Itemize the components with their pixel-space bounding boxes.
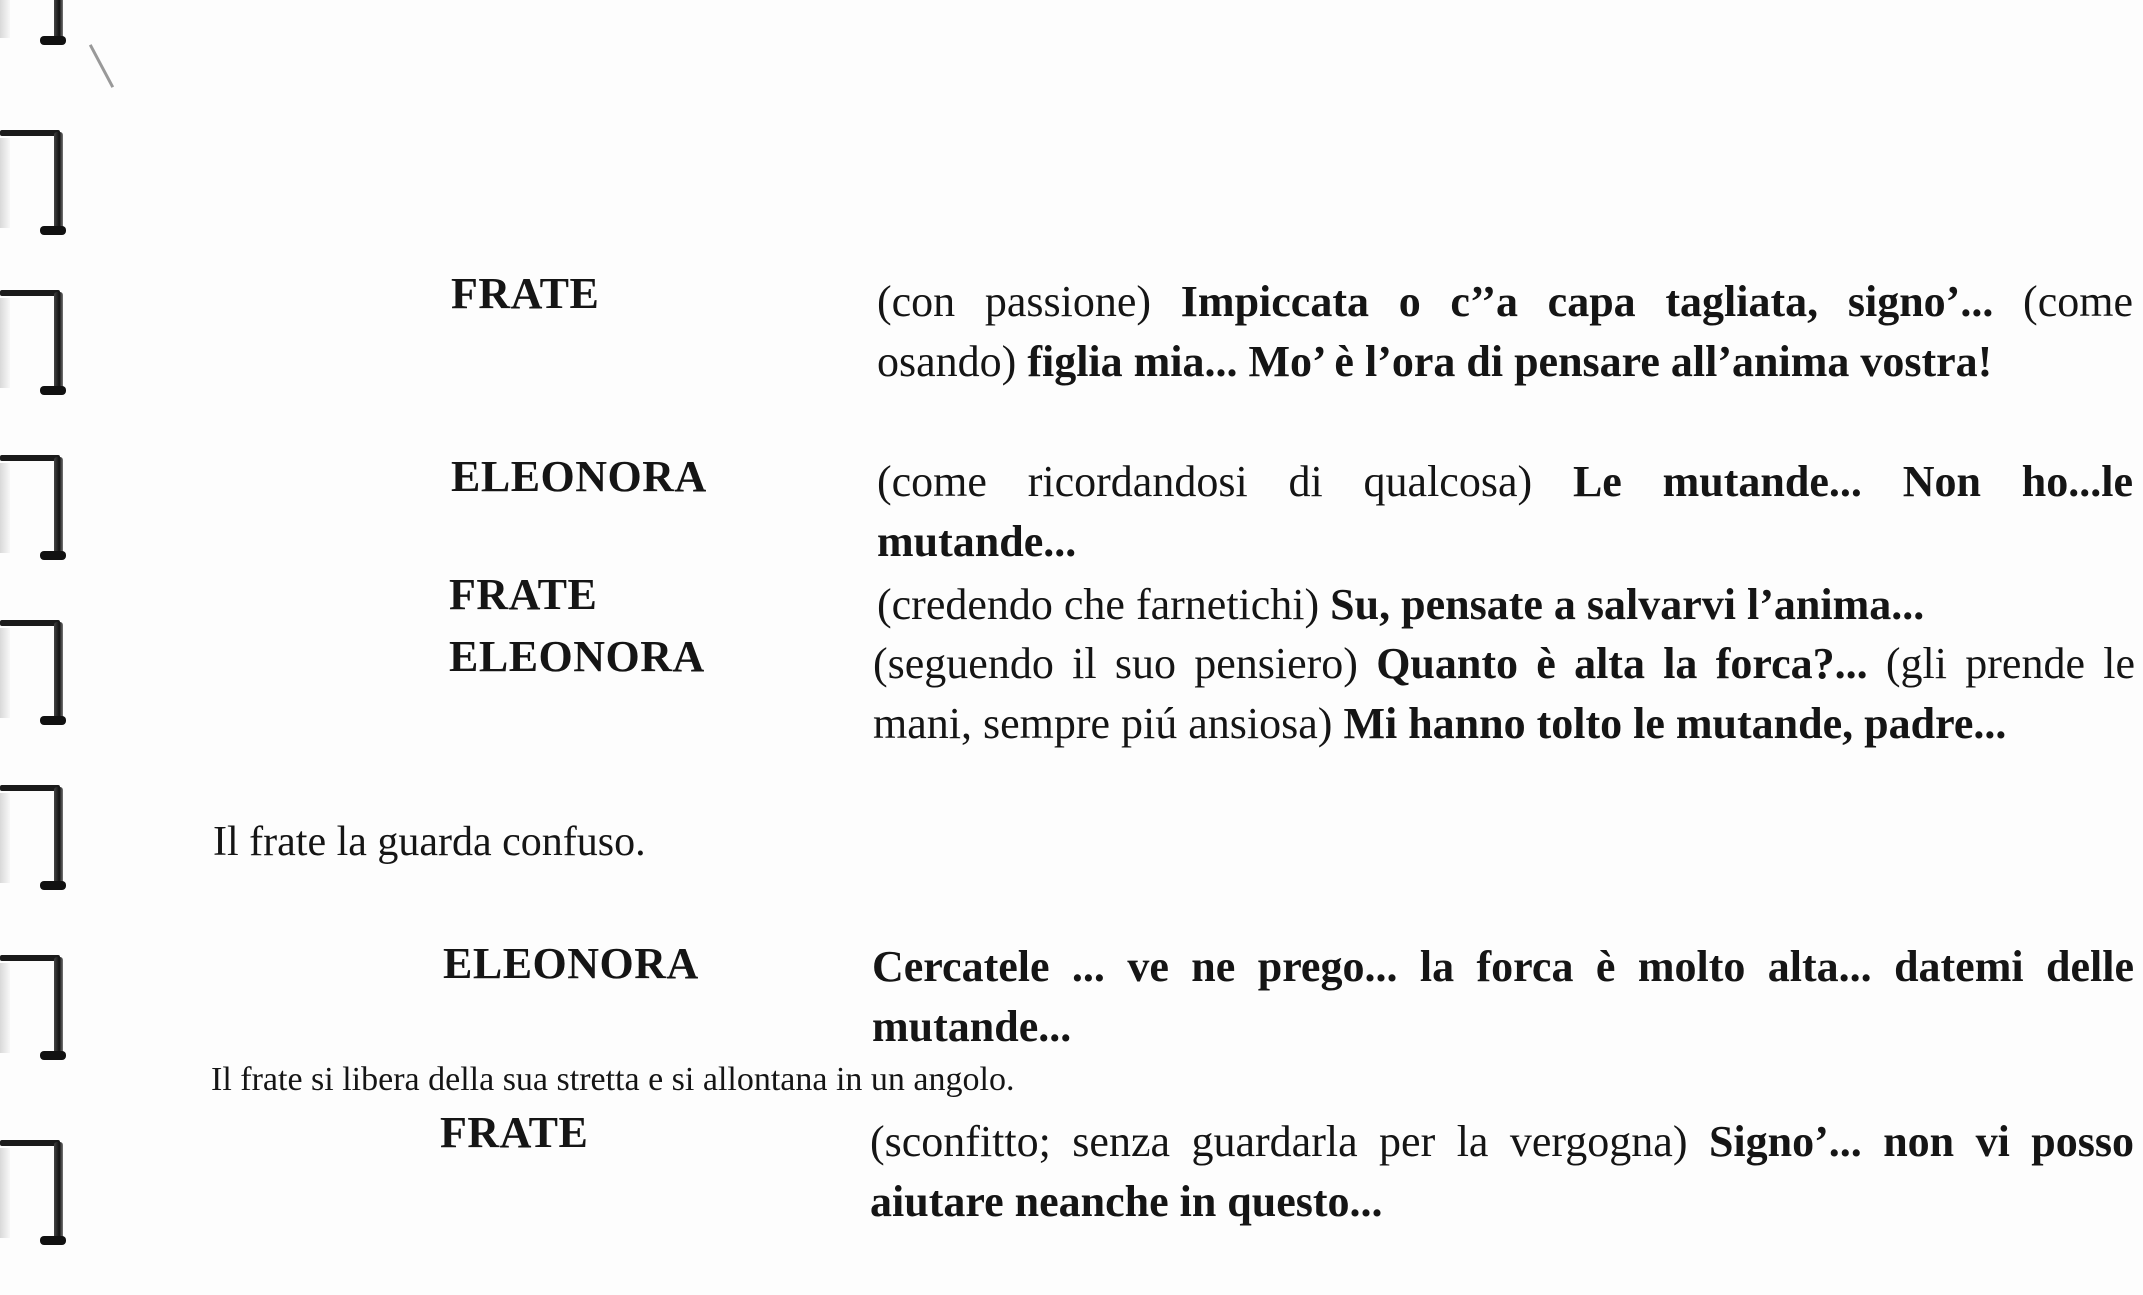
speaker-name: ELEONORA [451, 452, 707, 501]
stage-direction: (seguendo il suo pensiero) [873, 639, 1377, 688]
dialogue-text [873, 634, 2135, 754]
speaker-name: ELEONORA [449, 632, 705, 681]
binding-ring [0, 130, 70, 240]
spoken-line: figlia mia... Mo’ è l’ora di pensare all’anima vostra! [1027, 337, 1993, 386]
dialogue-text [877, 575, 2133, 635]
stage-direction: (gli prende le mani, sempre piú ansiosa) [873, 639, 2135, 748]
binding-ring [0, 955, 70, 1065]
stage-direction-line: Il frate si libera della sua stretta e si allontana in un angolo. [211, 1061, 1015, 1098]
stage-direction: (come osando) [877, 277, 2133, 386]
speaker-name: FRATE [449, 570, 598, 619]
dialogue-text [877, 272, 2133, 392]
spoken-line: Su, pensate a salvarvi l’anima... [1330, 580, 1925, 629]
binding-ring [0, 620, 70, 730]
pen-mark [89, 44, 114, 88]
binding-ring [0, 1140, 70, 1250]
binding-ring [0, 290, 70, 400]
spoken-line: Le mutande... Non ho...le mutande... [877, 457, 2133, 566]
dialogue-text [872, 937, 2134, 1057]
stage-direction: (sconfitto; senza guardarla per la vergogna) [870, 1117, 1709, 1166]
dialogue-text [877, 452, 2133, 572]
spoken-line: Signo’... non vi posso aiutare neanche in questo... [870, 1117, 2135, 1226]
dialogue-text [870, 1112, 2134, 1232]
stage-direction: (credendo che farnetichi) [877, 580, 1331, 629]
spiral-binding [0, 0, 80, 1295]
speaker-name: FRATE [451, 269, 600, 318]
binding-ring [0, 0, 70, 50]
stage-direction: (come ricordandosi di qualcosa) [877, 457, 1573, 506]
spoken-line: Quanto è alta la forca?... [1376, 639, 1868, 688]
speaker-name: FRATE [440, 1108, 589, 1157]
spoken-line: Cercatele ... ve ne prego... la forca è molto alta... datemi delle mutande... [872, 942, 2134, 1051]
stage-direction-line: Il frate la guarda confuso. [213, 819, 646, 865]
binding-ring [0, 785, 70, 895]
spoken-line: Impiccata o c’’a capa tagliata, signo’... [1180, 277, 1994, 326]
stage-direction: (con passione) [877, 277, 1181, 326]
binding-ring [0, 455, 70, 565]
speaker-name: ELEONORA [443, 939, 699, 988]
spoken-line: Mi hanno tolto le mutande, padre... [1343, 699, 2007, 748]
